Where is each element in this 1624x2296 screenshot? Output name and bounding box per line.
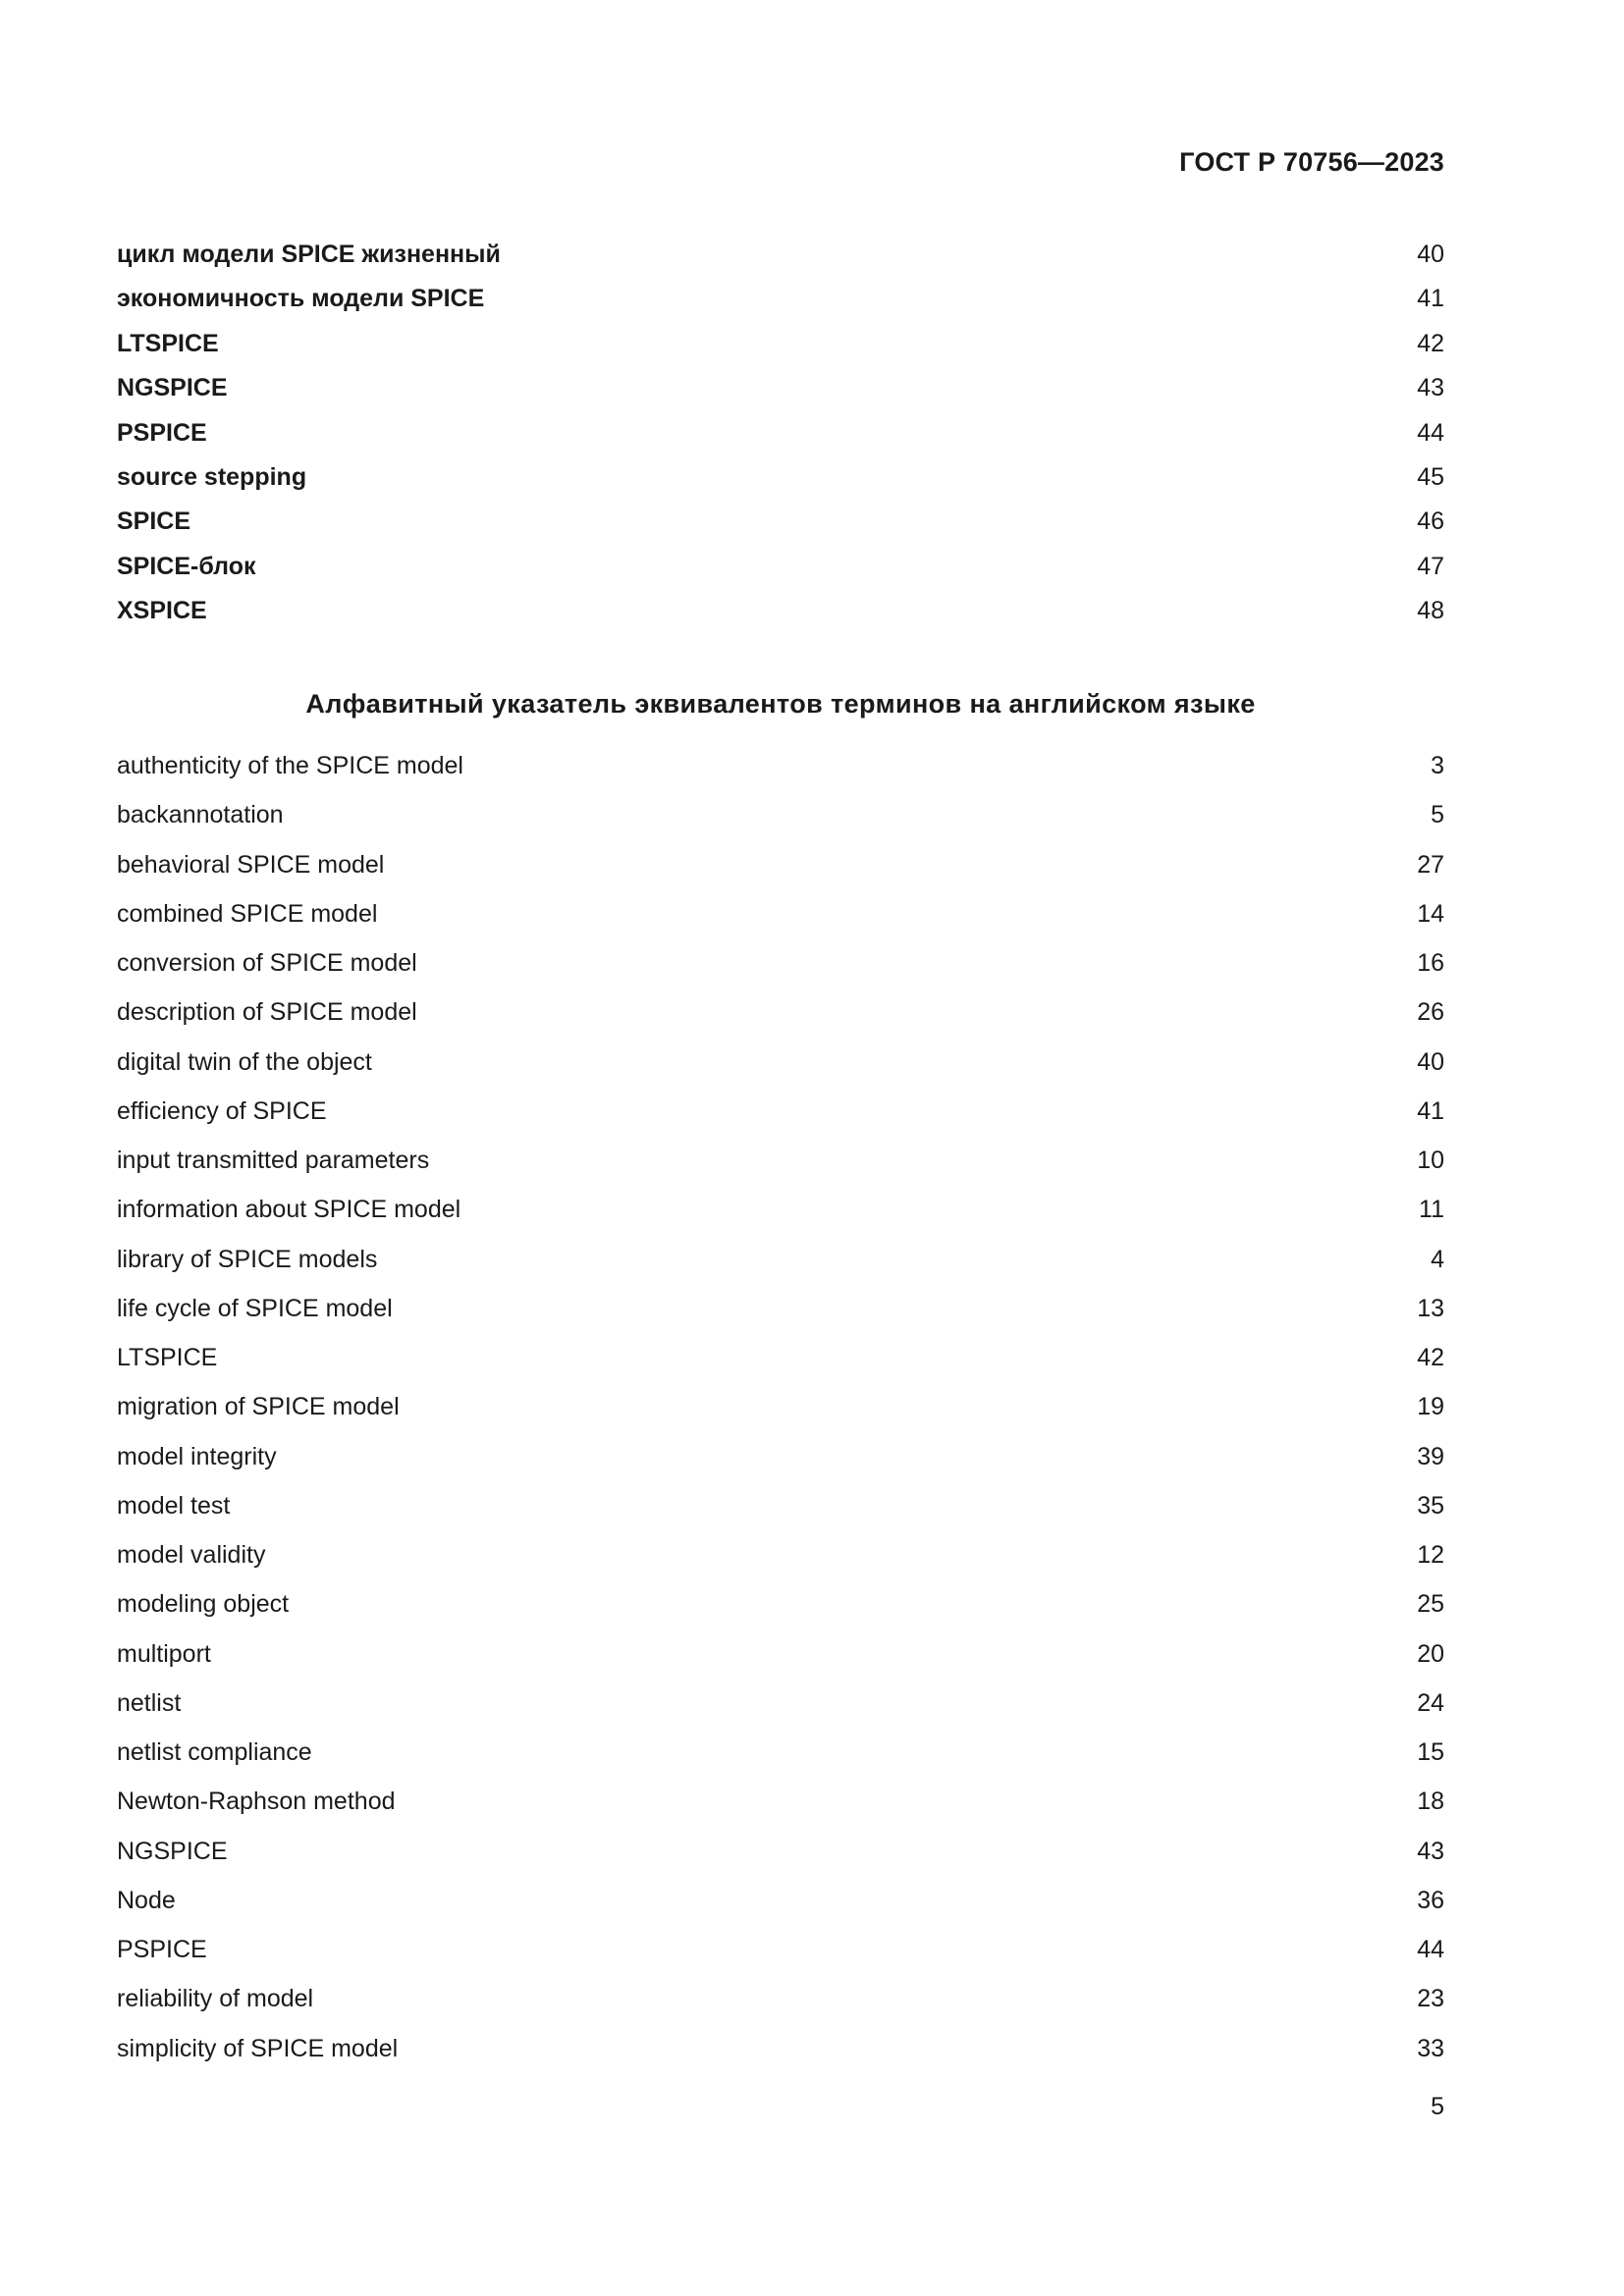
index-row <box>117 998 1444 1047</box>
index-term: экономичность модели SPICE <box>117 285 485 313</box>
index-number: 20 <box>1417 1639 1444 1668</box>
index-term: model integrity <box>117 1442 277 1470</box>
index-number: 39 <box>1417 1442 1444 1470</box>
index-number: 43 <box>1417 1837 1444 1865</box>
index-row <box>117 1541 1444 1590</box>
index-row <box>117 1048 1444 1097</box>
index-term: digital twin of the object <box>117 1047 372 1076</box>
index-number: 26 <box>1417 998 1444 1027</box>
index-number: 12 <box>1417 1541 1444 1569</box>
index-term: PSPICE <box>117 418 207 447</box>
index-term: input transmitted parameters <box>117 1147 430 1174</box>
index-number: 23 <box>1417 1985 1444 2013</box>
index-row <box>117 2035 1444 2084</box>
index-term: NGSPICE <box>117 1837 228 1865</box>
index-row <box>117 553 1444 597</box>
index-number: 42 <box>1417 329 1444 357</box>
english-index-list <box>117 752 1444 2084</box>
index-row <box>117 330 1444 374</box>
index-number: 42 <box>1417 1344 1444 1371</box>
index-number: 11 <box>1419 1196 1444 1224</box>
index-number: 27 <box>1417 850 1444 879</box>
index-row <box>117 1147 1444 1196</box>
index-row <box>117 419 1444 463</box>
index-term: SPICE-блок <box>117 552 256 580</box>
index-row <box>117 1738 1444 1788</box>
index-number: 10 <box>1417 1147 1444 1174</box>
index-row <box>117 1887 1444 1936</box>
index-term: NGSPICE <box>117 374 228 402</box>
index-term: migration of SPICE model <box>117 1393 400 1421</box>
index-term: LTSPICE <box>117 329 219 357</box>
index-row <box>117 1393 1444 1442</box>
index-term: netlist <box>117 1688 182 1717</box>
index-number: 43 <box>1417 374 1444 402</box>
index-number: 40 <box>1417 1047 1444 1076</box>
index-number: 46 <box>1417 507 1444 536</box>
index-number: 36 <box>1417 1886 1444 1914</box>
index-row <box>117 1295 1444 1344</box>
index-number: 40 <box>1417 240 1444 268</box>
index-number: 35 <box>1417 1491 1444 1520</box>
index-row <box>117 851 1444 900</box>
index-term: LTSPICE <box>117 1344 218 1371</box>
index-term: SPICE <box>117 507 191 536</box>
index-number: 41 <box>1417 1096 1444 1125</box>
index-term: цикл модели SPICE жизненный <box>117 240 501 268</box>
index-row <box>117 597 1444 641</box>
index-row <box>117 1196 1444 1245</box>
index-row <box>117 1640 1444 1689</box>
index-term: conversion of SPICE model <box>117 949 417 977</box>
page-number: 5 <box>1431 2093 1444 2120</box>
index-term: reliability of model <box>117 1985 314 2013</box>
index-number: 44 <box>1417 418 1444 447</box>
index-row <box>117 752 1444 801</box>
index-number: 44 <box>1417 1936 1444 1963</box>
index-row <box>117 1246 1444 1295</box>
index-row <box>117 1788 1444 1837</box>
standard-designation: ГОСТ Р 70756—2023 <box>1179 147 1444 177</box>
index-term: backannotation <box>117 801 284 829</box>
index-term: multiport <box>117 1639 211 1668</box>
index-row <box>117 1936 1444 1985</box>
index-number: 45 <box>1417 462 1444 491</box>
index-row <box>117 1689 1444 1738</box>
index-row <box>117 240 1444 285</box>
index-term: source stepping <box>117 462 307 491</box>
index-number: 5 <box>1431 801 1444 829</box>
index-term: combined SPICE model <box>117 899 378 928</box>
index-number: 16 <box>1417 949 1444 977</box>
index-row <box>117 463 1444 507</box>
index-number: 3 <box>1431 752 1444 779</box>
index-term: netlist compliance <box>117 1738 312 1766</box>
index-term: PSPICE <box>117 1936 207 1963</box>
index-row <box>117 374 1444 418</box>
index-number: 47 <box>1417 552 1444 580</box>
index-number: 25 <box>1417 1590 1444 1619</box>
index-row <box>117 507 1444 552</box>
index-term: life cycle of SPICE model <box>117 1294 393 1322</box>
index-number: 19 <box>1417 1393 1444 1421</box>
index-row <box>117 1097 1444 1147</box>
index-row <box>117 1443 1444 1492</box>
index-number: 15 <box>1417 1738 1444 1766</box>
index-term: modeling object <box>117 1590 290 1619</box>
index-term: model validity <box>117 1541 266 1569</box>
index-term: authenticity of the SPICE model <box>117 752 463 779</box>
index-number: 48 <box>1417 597 1444 625</box>
index-term: efficiency of SPICE <box>117 1096 327 1125</box>
index-row <box>117 1344 1444 1393</box>
index-term: model test <box>117 1491 231 1520</box>
index-number: 13 <box>1417 1294 1444 1322</box>
index-term: Node <box>117 1886 176 1914</box>
index-row <box>117 1492 1444 1541</box>
index-term: behavioral SPICE model <box>117 850 385 879</box>
index-row <box>117 900 1444 949</box>
index-term: description of SPICE model <box>117 998 417 1027</box>
index-number: 33 <box>1417 2034 1444 2062</box>
index-number: 41 <box>1417 285 1444 313</box>
index-row <box>117 949 1444 998</box>
index-term: XSPICE <box>117 597 207 625</box>
index-term: information about SPICE model <box>117 1196 461 1224</box>
index-row <box>117 1590 1444 1639</box>
section-title: Алфавитный указатель эквивалентов терминов на английском языке <box>305 689 1256 719</box>
index-number: 24 <box>1417 1688 1444 1717</box>
index-number: 14 <box>1417 899 1444 928</box>
index-term: simplicity of SPICE model <box>117 2034 399 2062</box>
index-row <box>117 1838 1444 1887</box>
index-row <box>117 801 1444 850</box>
index-term: Newton-Raphson method <box>117 1788 396 1816</box>
index-number: 4 <box>1431 1245 1444 1273</box>
index-row <box>117 1985 1444 2034</box>
russian-index-list <box>117 240 1444 642</box>
index-term: library of SPICE models <box>117 1245 378 1273</box>
index-row <box>117 285 1444 329</box>
index-number: 18 <box>1417 1788 1444 1816</box>
